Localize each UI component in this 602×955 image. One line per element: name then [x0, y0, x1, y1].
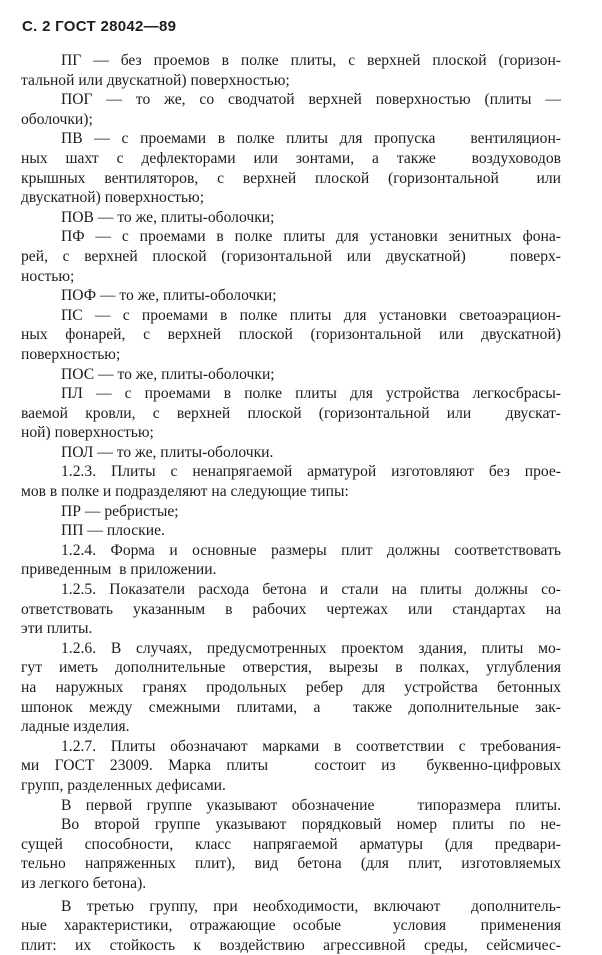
- text-line: ладные изделия.: [21, 718, 130, 736]
- text-line: приведенным в приложении.: [21, 561, 217, 579]
- text-line: 1.2.4. Форма и основные размеры плит должны соответствовать: [61, 541, 561, 559]
- page-header: С. 2 ГОСТ 28042—89: [22, 18, 177, 35]
- text-line: двускатной) поверхностью;: [21, 189, 205, 207]
- text-line: рей, с верхней плоской (горизонтальной или двускатной) поверх-: [21, 247, 561, 265]
- text-line: ПР — ребристые;: [61, 502, 179, 520]
- text-line: ПС — с проемами в полке плиты для установки светоаэрацион-: [61, 306, 561, 324]
- text-line: шпонок между смежными плитами, а также дополнительные зак-: [21, 698, 561, 716]
- text-line: тельно напряженных плит), вид бетона (для плит, изготовляемых: [21, 855, 561, 873]
- text-line: поверхностью;: [21, 345, 121, 363]
- text-line: гут иметь дополнительные отверстия, вырезы в полках, углубления: [21, 659, 561, 677]
- text-line: Во второй группе указывают порядковый номер плиты по не-: [61, 816, 561, 834]
- text-line: В третью группу, при необходимости, включают дополнитель-: [61, 897, 561, 915]
- text-line: 1.2.6. В случаях, предусмотренных проектом здания, плиты мо-: [61, 639, 561, 657]
- text-line: В первой группе указывают обозначение типоразмера плиты.: [61, 796, 561, 814]
- text-line: ПП — плоские.: [61, 522, 165, 540]
- body-text: [21, 51, 561, 955]
- text-line: ответствовать указанным в рабочих чертежах или стандартах на: [21, 600, 561, 618]
- text-line: ных фонарей, с верхней плоской (горизонтальной или двускатной): [21, 326, 561, 344]
- text-line: групп, разделенных дефисами.: [21, 776, 226, 794]
- text-line: ПОВ — то же, плиты-оболочки;: [61, 208, 275, 226]
- text-line: ваемой кровли, с верхней плоской (горизонтальной или двускат-: [21, 404, 561, 422]
- text-line: ПЛ — с проемами в полке плиты для устройства легкосбрасы-: [61, 385, 561, 403]
- text-line: оболочки);: [21, 110, 93, 128]
- text-line: ных шахт с дефлекторами или зонтами, а также воздуховодов: [21, 149, 561, 167]
- text-line: плит: их стойкость к воздействию агрессивной среды, сейсмичес-: [21, 936, 561, 954]
- text-line: ной) поверхностью;: [21, 424, 154, 442]
- text-line: 1.2.5. Показатели расхода бетона и стали на плиты должны со-: [61, 581, 561, 599]
- text-line: ПГ — без проемов в полке плиты, с верхней плоской (горизон-: [61, 52, 561, 69]
- text-line: 1.2.7. Плиты обозначают марками в соответствии с требования-: [61, 737, 561, 755]
- text-line: эти плиты.: [21, 620, 93, 638]
- text-line: ПФ — с проемами в полке плиты для установки зенитных фона-: [61, 228, 561, 246]
- text-line: мов в полке и подразделяют на следующие типы:: [21, 483, 349, 501]
- text-line: ностью;: [21, 267, 75, 285]
- text-line: крышных вентиляторов, с верхней плоской (горизонтальной или: [21, 169, 561, 187]
- text-line: ми ГОСТ 23009. Марка плиты состоит из буквенно-цифровых: [21, 757, 561, 775]
- text-line: ПОФ — то же, плиты-оболочки;: [61, 287, 277, 305]
- text-line: из легкого бетона).: [21, 874, 147, 892]
- text-line: тальной или двускатной) поверхностью;: [21, 71, 290, 89]
- text-line: на наружных гранях продольных ребер для устройства бетонных: [21, 679, 561, 696]
- text-line: ПВ — с проемами в полке плиты для пропуска вентиляцион-: [61, 130, 561, 148]
- text-line: ПОГ — то же, со сводчатой верхней поверхностью (плиты —: [61, 91, 561, 109]
- text-line: ПОЛ — то же, плиты-оболочки.: [61, 443, 274, 461]
- text-line: сущей способности, класс напрягаемой арматуры (для предвари-: [21, 835, 561, 853]
- text-line: ные характеристики, отражающие особые условия применения: [21, 917, 561, 935]
- text-line: 1.2.3. Плиты с ненапрягаемой арматурой изготовляют без прое-: [61, 463, 561, 481]
- text-line: ПОС — то же, плиты-оболочки;: [61, 365, 275, 383]
